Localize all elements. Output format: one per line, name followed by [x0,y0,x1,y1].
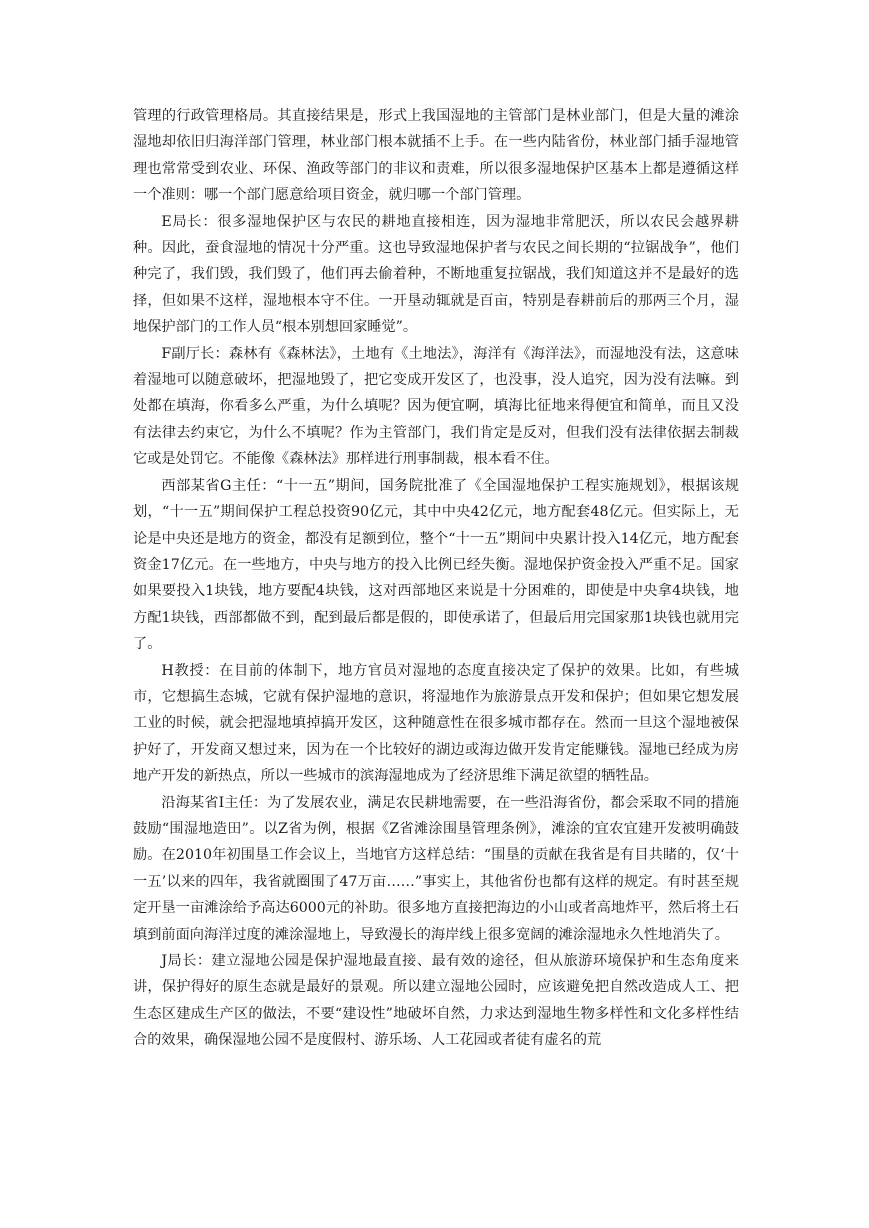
paragraph-director-g: 西部某省G主任：“十一五”期间，国务院批准了《全国湿地保护工程实施规划》，根据该规划，“十一五”期间保护工程总投资90亿元，其中中央42亿元，地方配套48亿元。但实际上，无论是中央还是地方的资金，都没有足额到位，整个“十一五”期间中央累计投入14亿元，地方配套资金17亿元。在一些地方，中央与地方的投入比例已经失衡。湿地保护资金投入严重不足。国家如果要投入1块钱，地方要配4块钱，这对西部地区来说是十分困难的，即使是中央拿4块钱，地方配1块钱，西部都做不到，配到最后都是假的，即使承诺了，但最后用完国家那1块钱也就用完了。 [133,477,739,653]
paragraph-deputy-director-f: F副厅长：森林有《森林法》，土地有《土地法》，海洋有《海洋法》，而湿地没有法，这意味着湿地可以随意破坏，把湿地毁了，把它变成开发区了，也没事，没人追究，因为没有法嘛。到处都在填海，你看多么严重，为什么填呢？因为便宜啊，填海比征地来得便宜和简单，而且又没有法律去约束它，为什么不填呢？作为主管部门，我们肯定是反对，但我们没有法律依据去制裁它或是处罚它。不能像《森林法》那样进行刑事制裁，根本看不住。 [133,345,739,468]
paragraph-continuation: 管理的行政管理格局。其直接结果是，形式上我国湿地的主管部门是林业部门，但是大量的滩涂湿地却依旧归海洋部门管理，林业部门根本就插不上手。在一些内陆省份，林业部门插手湿地管理也常常受到农业、环保、渔政等部门的非议和责难，所以很多湿地保护区基本上都是遵循这样一个准则：哪一个部门愿意给项目资金，就归哪一个部门管理。 [133,108,739,204]
document-body [133,103,739,1054]
paragraph-director-j: J局长：建立湿地公园是保护湿地最直接、最有效的途径，但从旅游环境保护和生态角度来讲，保护得好的原生态就是最好的景观。所以建立湿地公园时，应该避免把自然改造成人工、把生态区建成生产区的做法，不要“建设性”地破坏自然，力求达到湿地生物多样性和文化多样性结合的效果，确保湿地公园不是度假村、游乐场、人工花园或者徒有虚名的荒 [133,953,739,1049]
paragraph-director-e: E局长：很多湿地保护区与农民的耕地直接相连，因为湿地非常肥沃，所以农民会越界耕种。因此，蚕食湿地的情况十分严重。这也导致湿地保护者与农民之间长期的“拉锯战争”，他们种完了，我们毁，我们毁了，他们再去偷着种，不断地重复拉锯战，我们知道这并不是最好的选择，但如果不这样，湿地根本守不住。一开垦动辄就是百亩，特别是春耕前后的那两三个月，湿地保护部门的工作人员“根本别想回家睡觉”。 [133,213,739,336]
paragraph-professor-h: H教授：在目前的体制下，地方官员对湿地的态度直接决定了保护的效果。比如，有些城市，它想搞生态城，它就有保护湿地的意识，将湿地作为旅游景点开发和保护；但如果它想发展工业的时候，就会把湿地填掉搞开发区，这种随意性在很多城市都存在。然而一旦这个湿地被保护好了，开发商又想过来，因为在一个比较好的湖边或海边做开发肯定能赚钱。湿地已经成为房地产开发的新热点，所以一些城市的滨海湿地成为了经济思维下满足欲望的牺牲品。 [133,662,739,785]
paragraph-director-i: 沿海某省I主任：为了发展农业，满足农民耕地需要，在一些沿海省份，都会采取不同的措施鼓励“围湿地造田”。以Z省为例，根据《Z省滩涂围垦管理条例》，滩涂的宜农宜建开发被明确鼓励。在2010年初围垦工作会议上，当地官方这样总结：“围垦的贡献在我省是有目共睹的，仅‘十一五’以来的四年，我省就圈围了47万亩……”事实上，其他省份也都有这样的规定。有时甚至规定开垦一亩滩涂给予高达6000元的补助。很多地方直接把海边的小山或者高地炸平，然后将土石填到前面向海洋过度的滩涂湿地上，导致漫长的海岸线上很多宽阔的滩涂湿地永久性地消失了。 [133,794,739,943]
